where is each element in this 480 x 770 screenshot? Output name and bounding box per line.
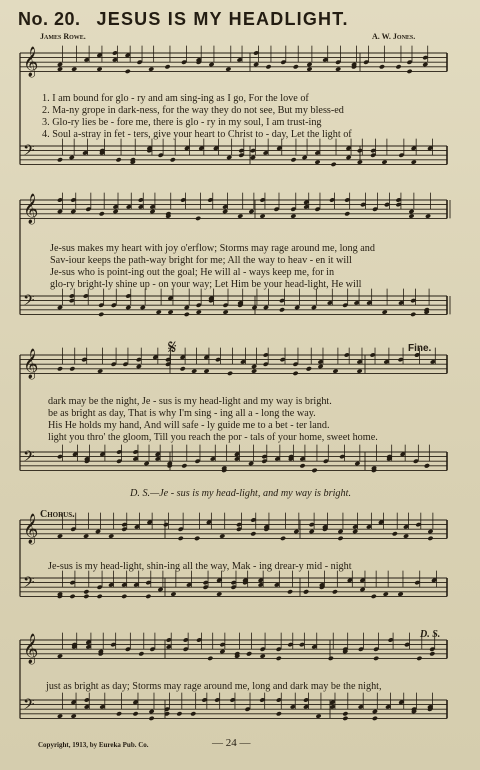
svg-text:𝄢: 𝄢 (23, 696, 35, 717)
svg-text:𝄞: 𝄞 (23, 634, 39, 664)
svg-text:𝄞: 𝄞 (23, 514, 39, 544)
staff-system-3-bass (20, 448, 447, 470)
verse-2-line-2: Sav-iour keeps the path-way bright for me; All the way to heav - en it will (50, 255, 352, 266)
verse-4-line-2: glo-ry bright-ly shine up - on your way; Let Him be your head-light, He will (50, 279, 362, 290)
svg-text:𝄞: 𝄞 (23, 47, 39, 77)
chorus-lyric: Je-sus is my head-light, shin-ing all the way, Mak - ing drear-y mid - night (48, 561, 352, 572)
verse-3-line-3: His He holds my hand, And will safe - ly guide me to a bet - ter land. (48, 420, 330, 431)
da-segno-marking: D. S. (420, 629, 441, 640)
verse-2-line-1: 2. Ma-ny grope in dark-ness, for the way they do not see, But my bless-ed (42, 105, 344, 116)
verse-1-line-1: 1. I am bound for glo - ry and am sing-ing as I go, For the love of (42, 93, 309, 104)
verse-3-line-2: Je-sus who is point-ing out the goal; He will al - ways keep me, for in (50, 267, 335, 278)
hymn-number: No. 20. (18, 9, 81, 29)
final-lyric: just as bright as day; Storms may rage around me, long and dark may be the night, (46, 681, 382, 692)
verse-2-line-3: be as bright as day, That is why I'm sing - ing all a - long the way. (48, 408, 316, 419)
staff-system-3-treble (20, 348, 447, 380)
chorus-label: Chorus. (40, 509, 75, 520)
staff-system-4-treble (20, 513, 447, 545)
lyricist-credit: James Rowe. (40, 32, 86, 41)
verse-4-line-1: 4. Soul a-stray in fet - ters, give your heart to Christ to - day, Let the light of (42, 129, 352, 140)
staff-system-5-treble (20, 633, 447, 665)
hymn-title: JESUS IS MY HEADLIGHT. (96, 9, 349, 29)
fine-marking: Fine. (408, 343, 432, 354)
da-segno-lyric: D. S.—Je - sus is my head-light, and my way is bright. (130, 488, 351, 499)
svg-text:𝄢: 𝄢 (23, 448, 35, 469)
svg-text:𝄞: 𝄞 (23, 194, 39, 224)
segno-sign: 𝄋 (168, 337, 177, 359)
svg-text:𝄢: 𝄢 (23, 142, 35, 163)
staff-system-1-treble (20, 46, 447, 78)
staff-system-4-bass (20, 574, 447, 596)
verse-4-line-3: light you thro' the gloom, Till you reach the por - tals of your home, sweet home. (48, 432, 378, 443)
verse-3-line-1: 3. Glo-ry lies be - fore me, there is glo - ry in my soul, I am trust-ing (42, 117, 322, 128)
verse-1-line-2: Je-sus makes my heart with joy o'erflow; Storms may rage around me, long and (50, 243, 375, 254)
svg-text:𝄞: 𝄞 (23, 349, 39, 379)
copyright-notice: Copyright, 1913, by Eureka Pub. Co. (38, 741, 149, 749)
svg-text:𝄢: 𝄢 (23, 574, 35, 595)
verse-1-line-3: dark may be the night, Je - sus is my head-light and my way is bright. (48, 396, 332, 407)
page-number: — 24 — (212, 737, 251, 749)
staff-system-2-treble (20, 193, 450, 225)
svg-text:𝄢: 𝄢 (23, 292, 35, 313)
composer-credit: A. W. Jones. (372, 32, 416, 41)
